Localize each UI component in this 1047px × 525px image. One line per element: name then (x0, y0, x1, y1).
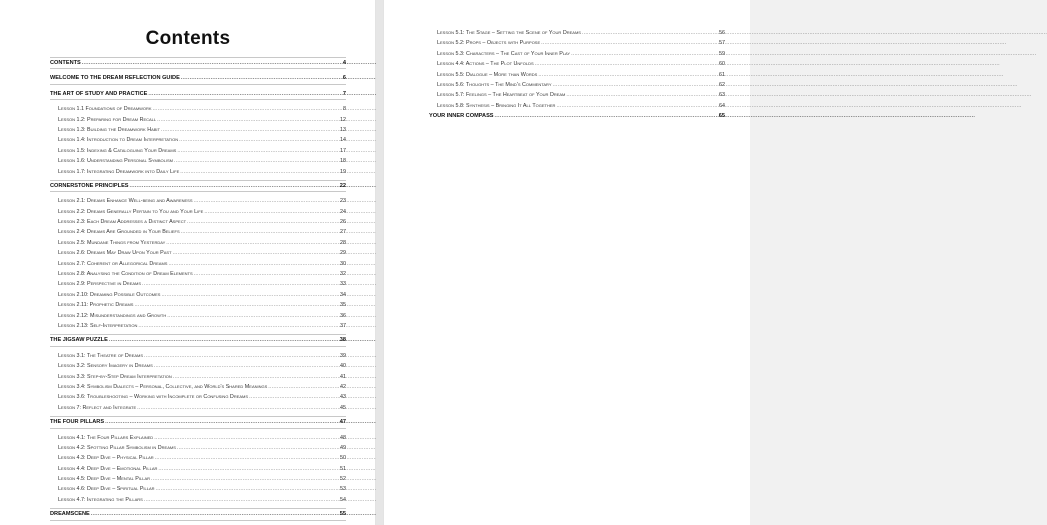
toc-entry-label: Lesson 5.6: Thoughts – The Mind's Commentary (437, 81, 552, 88)
toc-lesson-entry[interactable] (50, 464, 346, 474)
toc-entry-label: Lesson 2.7: Coherent or Allegorical Dreams (58, 260, 168, 267)
toc-entry-label: Lesson 2.11: Prophetic Dreams (58, 302, 134, 309)
toc-page-number: 62 (719, 81, 725, 88)
toc-page-number: 37 (340, 322, 346, 329)
toc-dot-leader (187, 217, 339, 227)
toc-dot-leader (138, 321, 339, 331)
toc-page-number: 48 (340, 434, 346, 441)
toc-lesson-entry[interactable] (50, 453, 346, 463)
toc-entry-label: Lesson 4.6: Deep Dive – Spiritual Pillar (58, 486, 155, 493)
toc-page-number: 27 (340, 229, 346, 236)
toc-dot-leader (167, 311, 339, 321)
toc-lesson-entry[interactable] (429, 70, 725, 80)
toc-page-number: 34 (340, 291, 346, 298)
toc-entry-label: Lesson 2.10: Dreaming Possible Outcomes (58, 291, 161, 298)
toc-page-number: 43 (340, 394, 346, 401)
toc-dot-leader (130, 181, 339, 191)
toc-entry-label: Lesson 4.2: Spotting Pillar Symbolism in Dreams (58, 444, 176, 451)
toc-section-entry[interactable] (50, 180, 346, 192)
toc-entry-label: Lesson 2.5: Mundane Things from Yesterday (58, 239, 166, 246)
table-of-contents-right (429, 28, 725, 122)
toc-entry-label: Lesson 1.5: Indexing & Cataloguing Your Dreams (58, 147, 177, 154)
toc-lesson-entry[interactable] (50, 321, 346, 331)
toc-entry-label: Lesson 5.5: Dialogue – More than Words (437, 71, 538, 78)
toc-lesson-entry[interactable] (50, 361, 346, 371)
toc-dot-leader (179, 135, 339, 145)
toc-entry-label: Lesson 5.3: Characters – The Cast of Your Inner Play (437, 50, 571, 57)
toc-dot-leader (144, 351, 339, 361)
toc-entry-label: Lesson 5.2: Props – Objects with Purpose (437, 40, 541, 47)
toc-page-number: 52 (340, 476, 346, 483)
toc-page-number: 59 (719, 50, 725, 57)
toc-section-entry[interactable] (429, 111, 725, 121)
toc-dot-leader (137, 403, 339, 413)
toc-dot-leader (538, 70, 718, 80)
toc-entry-label: THE FOUR PILLARS (50, 419, 105, 426)
toc-entry-label: THE JIGSAW PUZZLE (50, 337, 108, 344)
toc-lesson-entry[interactable] (50, 125, 346, 135)
toc-lesson-entry[interactable] (50, 392, 346, 402)
toc-entry-label: Lesson 5.1: The Stage – Setting the Scene of Your Dreams (437, 30, 581, 36)
toc-dot-leader (154, 433, 339, 443)
toc-page-number: 60 (719, 61, 725, 68)
toc-entry-label: Lesson 1.1 Foundations of Dreamwork (58, 106, 152, 113)
toc-page-number: 53 (340, 486, 346, 493)
toc-dot-leader (148, 89, 342, 99)
toc-entry-label: YOUR INNER COMPASS (429, 113, 494, 120)
toc-lesson-entry[interactable] (429, 90, 725, 100)
toc-page-number: 57 (719, 40, 725, 47)
toc-page-number: 64 (719, 102, 725, 109)
toc-entry-label: Lesson 4.1: The Four Pillars Explained (58, 434, 154, 441)
toc-dot-leader (194, 269, 339, 279)
toc-page-number: 7 (342, 90, 346, 97)
toc-page-number: 51 (340, 465, 346, 472)
toc-page-number: 63 (719, 92, 725, 99)
toc-lesson-entry[interactable] (50, 227, 346, 237)
toc-dot-leader (177, 443, 339, 453)
toc-entry-label: THE ART OF STUDY AND PRACTICE (50, 90, 148, 97)
toc-lesson-entry[interactable] (50, 259, 346, 269)
toc-dot-leader (166, 238, 339, 248)
toc-lesson-entry[interactable] (429, 49, 725, 59)
toc-section-entry[interactable] (50, 73, 346, 84)
toc-lesson-entry[interactable] (50, 433, 346, 443)
toc-lesson-entry[interactable] (429, 38, 725, 48)
toc-dot-leader (174, 156, 339, 166)
toc-dot-leader (109, 335, 339, 345)
toc-entry-label: Lesson 2.9: Perspective in Dreams (58, 281, 142, 288)
toc-page-number: 54 (340, 496, 346, 503)
toc-lesson-entry[interactable] (50, 104, 346, 114)
toc-page-number: 14 (340, 137, 346, 144)
toc-dot-leader (156, 484, 339, 494)
toc-lesson-entry[interactable] (50, 207, 346, 217)
toc-dot-leader (181, 227, 339, 237)
toc-entry-label: Lesson 2.1: Dreams Enhance Well-being and Awareness (58, 198, 193, 205)
toc-dot-leader (154, 361, 339, 371)
toc-lesson-entry[interactable] (50, 248, 346, 258)
toc-entry-label: Lesson 4.3: Deep Dive – Physical Pillar (58, 455, 154, 462)
toc-entry-label: WELCOME TO THE DREAM REFLECTION GUIDE (50, 75, 180, 82)
toc-page-number: 47 (339, 419, 346, 426)
toc-page-number: 49 (340, 444, 346, 451)
toc-page-number: 61 (719, 71, 725, 78)
toc-entry-label: Lesson 1.3: Building the Dreamwork Habit (58, 126, 160, 133)
toc-lesson-entry[interactable] (429, 28, 725, 38)
toc-dot-leader (495, 111, 718, 121)
toc-page-number: 38 (339, 337, 346, 344)
toc-lesson-entry[interactable] (50, 443, 346, 453)
toc-page-number: 65 (718, 113, 725, 120)
toc-dot-leader (177, 146, 339, 156)
toc-page-number: 32 (340, 271, 346, 278)
toc-dot-leader (161, 125, 339, 135)
toc-page-number: 18 (340, 158, 346, 165)
toc-dot-leader (142, 279, 339, 289)
toc-lesson-entry[interactable] (50, 495, 346, 505)
toc-entry-label: Lesson 4.7: Integrating the Pillars (58, 496, 143, 503)
toc-page-number: 45 (340, 404, 346, 411)
toc-entry-label: Lesson 2.8: Analysing the Condition of Dream Elements (58, 271, 193, 278)
toc-dot-leader (161, 290, 339, 300)
toc-page-number: 13 (340, 126, 346, 133)
toc-page-number: 28 (340, 239, 346, 246)
toc-page-number: 36 (340, 312, 346, 319)
toc-dot-leader (151, 474, 339, 484)
toc-entry-label: Lesson 3.6: Troubleshooting – Working with Incomplete or Confusing Dreams (58, 394, 249, 401)
toc-lesson-entry[interactable] (50, 156, 346, 166)
toc-dot-leader (157, 115, 339, 125)
toc-section-entry[interactable] (50, 508, 346, 520)
toc-dot-leader (134, 300, 339, 310)
toc-lesson-entry[interactable] (50, 300, 346, 310)
toc-page-number: 55 (339, 511, 346, 518)
toc-lesson-entry[interactable] (50, 382, 346, 392)
toc-page-number: 40 (340, 363, 346, 370)
toc-entry-label: Lesson 2.2: Dreams Generally Pertain to You and Your Life (58, 208, 204, 215)
toc-page-number: 41 (340, 373, 346, 380)
toc-page-number: 29 (340, 250, 346, 257)
toc-lesson-entry[interactable] (50, 269, 346, 279)
toc-dot-leader (180, 167, 339, 177)
toc-dot-leader (181, 73, 342, 83)
page-gap (376, 0, 383, 525)
toc-entry-label: Lesson 4.4: Deep Dive – Emotional Pillar (58, 465, 158, 472)
toc-section-entry[interactable] (50, 89, 346, 100)
toc-page-number: 23 (340, 198, 346, 205)
toc-page-number: 17 (340, 147, 346, 154)
toc-dot-leader (153, 104, 342, 114)
toc-lesson-entry[interactable] (50, 279, 346, 289)
toc-dot-leader (556, 101, 718, 111)
toc-entry-label: CORNERSTONE PRINCIPLES (50, 182, 129, 189)
toc-entry-label: Lesson 1.6: Understanding Personal Symbolism (58, 158, 174, 165)
toc-dot-leader (158, 464, 339, 474)
toc-page-number: 8 (343, 106, 346, 113)
toc-entry-label: Lesson 2.13: Self-Interpretation (58, 322, 138, 329)
toc-entry-label: Lesson 1.7: Integrating Dreamwork into Daily Life (58, 168, 180, 175)
toc-page-number: 24 (340, 208, 346, 215)
toc-lesson-entry[interactable] (50, 290, 346, 300)
toc-lesson-entry[interactable] (50, 167, 346, 177)
toc-entry-label: Lesson 3.1: The Theatre of Dreams (58, 352, 144, 359)
toc-lesson-entry[interactable] (429, 59, 725, 69)
toc-entry-label: Lesson 1.2: Preparing for Dream Recall (58, 116, 157, 123)
toc-dot-leader (268, 382, 339, 392)
toc-entry-label: DREAMSCENE (50, 511, 90, 518)
toc-page-number: 19 (340, 168, 346, 175)
toc-lesson-entry[interactable] (50, 196, 346, 206)
toc-entry-label: Lesson 2.12: Misunderstandings and Growth (58, 312, 167, 319)
toc-page-number: 6 (342, 75, 346, 82)
toc-section-entry[interactable] (50, 334, 346, 346)
toc-entry-label: Lesson 3.3: Step-by-Step Dream Interpretation (58, 373, 172, 380)
toc-entry-label: Lesson 5.7: Feelings – The Heartbeat of Your Dream (437, 92, 566, 99)
toc-lesson-entry[interactable] (429, 101, 725, 111)
toc-dot-leader (105, 417, 339, 427)
toc-dot-leader (173, 372, 339, 382)
toc-entry-label: Lesson 4.4: Actions – The Plot Unfolds (437, 61, 534, 68)
toc-page-number: 42 (340, 383, 346, 390)
toc-entry-label: Lesson 7: Reflect and Integrate (58, 404, 137, 411)
toc-lesson-entry[interactable] (50, 351, 346, 361)
toc-lesson-entry[interactable] (50, 403, 346, 413)
toc-page-number: 30 (340, 260, 346, 267)
toc-page-number: 35 (340, 302, 346, 309)
toc-page-number: 4 (342, 60, 346, 66)
toc-entry-label: Lesson 2.4: Dreams Are Grounded in Your Beliefs (58, 229, 180, 236)
page-title: Contents (145, 28, 231, 49)
toc-entry-label: CONTENTS (50, 60, 81, 66)
table-of-contents-left (50, 57, 346, 525)
toc-section-entry[interactable] (50, 416, 346, 428)
toc-lesson-entry[interactable] (50, 146, 346, 156)
toc-lesson-entry[interactable] (50, 311, 346, 321)
toc-lesson-entry[interactable] (50, 474, 346, 484)
toc-entry-label: Lesson 4.5: Deep Dive – Mental Pillar (58, 476, 151, 483)
toc-page-number: 39 (340, 352, 346, 359)
toc-dot-leader (566, 90, 718, 100)
toc-dot-leader (168, 259, 339, 269)
toc-dot-leader (582, 28, 718, 38)
toc-lesson-entry[interactable] (50, 217, 346, 227)
toc-page-number: 12 (340, 116, 346, 123)
document-page-left (0, 0, 376, 525)
toc-entry-label: Lesson 2.6: Dreams May Draw Upon Your Past (58, 250, 172, 257)
toc-entry-label: Lesson 1.4: Introduction to Dream Interpretation (58, 137, 179, 144)
toc-entry-label: Lesson 3.2: Sensory Imagery in Dreams (58, 363, 153, 370)
toc-dot-leader (249, 392, 339, 402)
toc-lesson-entry[interactable] (50, 115, 346, 125)
toc-lesson-entry[interactable] (50, 484, 346, 494)
document-page-right (383, 0, 750, 525)
toc-entry-label: Lesson 2.3: Each Dream Addresses a Distinct Aspect (58, 219, 187, 226)
toc-dot-leader (571, 49, 718, 59)
toc-page-number: 50 (340, 455, 346, 462)
toc-dot-leader (173, 248, 339, 258)
toc-section-entry[interactable] (50, 57, 346, 69)
toc-dot-leader (91, 509, 339, 519)
toc-lesson-entry[interactable] (50, 372, 346, 382)
toc-lesson-entry[interactable] (50, 135, 346, 145)
toc-dot-leader (144, 495, 339, 505)
toc-lesson-entry[interactable] (50, 238, 346, 248)
toc-page-number: 22 (339, 182, 346, 189)
toc-entry-label: Lesson 5.8: Synthesis – Bringing It All Together (437, 102, 556, 109)
toc-entry-label: Lesson 3.4: Symbolism Dialects – Personal, Collective, and World's Shared Meanings (58, 383, 268, 390)
toc-lesson-entry[interactable] (429, 80, 725, 90)
toc-dot-leader (535, 59, 718, 69)
toc-page-number: 33 (340, 281, 346, 288)
toc-dot-leader (204, 207, 339, 217)
toc-page-number: 26 (340, 219, 346, 226)
toc-dot-leader (553, 80, 718, 90)
toc-dot-leader (194, 196, 339, 206)
toc-dot-leader (541, 38, 718, 48)
toc-dot-leader (82, 58, 342, 68)
toc-dot-leader (155, 453, 339, 463)
toc-page-number: 56 (719, 30, 725, 36)
